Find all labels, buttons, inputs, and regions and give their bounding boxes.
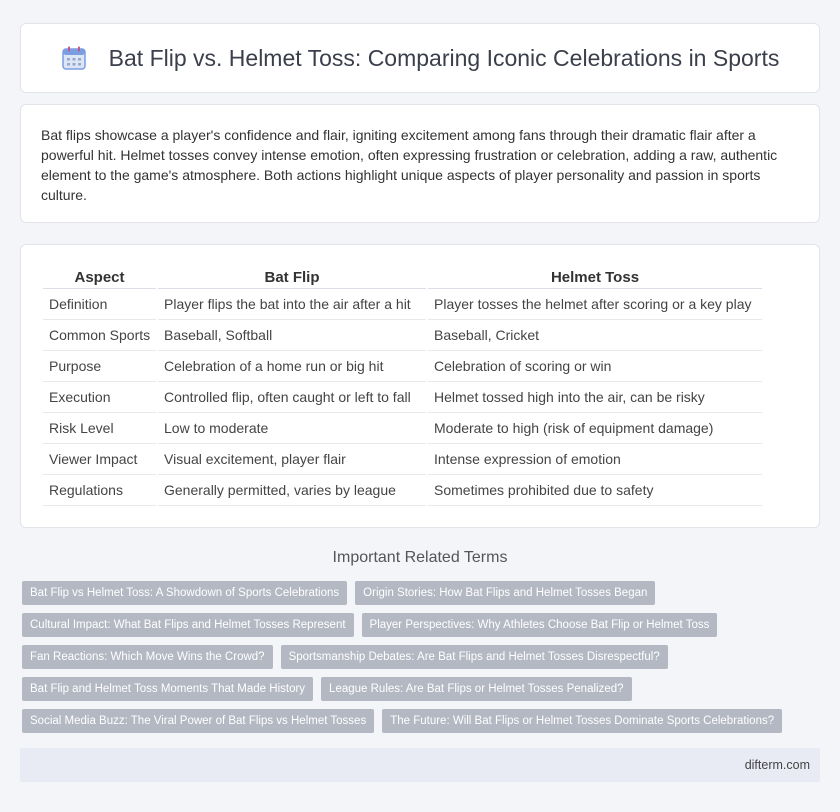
table-cell: Risk Level — [43, 413, 156, 444]
table-cell: Controlled flip, often caught or left to fall — [158, 382, 426, 413]
footer-brand[interactable]: difterm.com — [744, 758, 810, 772]
column-header-bat-flip: Bat Flip — [158, 267, 426, 289]
calendar-icon — [61, 45, 87, 71]
column-header-helmet-toss: Helmet Toss — [428, 267, 762, 289]
related-term-link[interactable]: Bat Flip vs Helmet Toss: A Showdown of Sports Celebrations — [22, 581, 347, 605]
table-cell: Visual excitement, player flair — [158, 444, 426, 475]
table-cell: Regulations — [43, 475, 156, 506]
table-cell: Viewer Impact — [43, 444, 156, 475]
table-cell: Generally permitted, varies by league — [158, 475, 426, 506]
table-row — [43, 413, 762, 444]
table-cell: Player flips the bat into the air after a hit — [158, 289, 426, 320]
table-row — [43, 320, 762, 351]
table-row — [43, 351, 762, 382]
related-term-link[interactable]: League Rules: Are Bat Flips or Helmet Tosses Penalized? — [321, 677, 631, 701]
table-cell: Baseball, Cricket — [428, 320, 762, 351]
column-header-aspect: Aspect — [43, 267, 156, 289]
table-header-row — [43, 267, 762, 289]
table-cell: Execution — [43, 382, 156, 413]
related-term-link[interactable]: The Future: Will Bat Flips or Helmet Tosses Dominate Sports Celebrations? — [382, 709, 782, 733]
related-term-link[interactable]: Cultural Impact: What Bat Flips and Helmet Tosses Represent — [22, 613, 354, 637]
table-cell: Moderate to high (risk of equipment damage) — [428, 413, 762, 444]
table-row — [43, 382, 762, 413]
footer — [20, 748, 820, 782]
related-term-link[interactable]: Social Media Buzz: The Viral Power of Bat Flips vs Helmet Tosses — [22, 709, 374, 733]
related-terms-list — [22, 581, 822, 741]
related-term-link[interactable]: Origin Stories: How Bat Flips and Helmet Tosses Began — [355, 581, 655, 605]
table-cell: Common Sports — [43, 320, 156, 351]
table-cell: Purpose — [43, 351, 156, 382]
related-term-link[interactable]: Bat Flip and Helmet Toss Moments That Made History — [22, 677, 313, 701]
related-term-link[interactable]: Sportsmanship Debates: Are Bat Flips and Helmet Tosses Disrespectful? — [281, 645, 668, 669]
table-cell: Definition — [43, 289, 156, 320]
table-cell: Baseball, Softball — [158, 320, 426, 351]
table-row — [43, 475, 762, 506]
page-title: Bat Flip vs. Helmet Toss: Comparing Iconic Celebrations in Sports — [108, 44, 780, 71]
related-term-link[interactable]: Fan Reactions: Which Move Wins the Crowd? — [22, 645, 273, 669]
table-cell: Player tosses the helmet after scoring or a key play — [428, 289, 762, 320]
table-cell: Sometimes prohibited due to safety — [428, 475, 762, 506]
table-cell: Intense expression of emotion — [428, 444, 762, 475]
intro-text: Bat flips showcase a player's confidence and flair, igniting excitement among fans through their dramatic flair after a powerful hit. Helmet tosses convey intense emotion, often expressing frustration or celebration, adding a raw, authentic element to the game's atmosphere. Both actions highlight unique aspects of player personality and passion in sports culture. — [41, 127, 778, 203]
table-cell: Celebration of a home run or big hit — [158, 351, 426, 382]
related-term-link[interactable]: Player Perspectives: Why Athletes Choose Bat Flip or Helmet Toss — [362, 613, 718, 637]
comparison-table — [41, 267, 764, 506]
table-row — [43, 444, 762, 475]
table-cell: Low to moderate — [158, 413, 426, 444]
header-card — [20, 23, 820, 93]
table-cell: Celebration of scoring or win — [428, 351, 762, 382]
intro-card — [20, 104, 820, 223]
comparison-table-card — [20, 244, 820, 528]
related-terms-title: Important Related Terms — [332, 549, 508, 566]
table-cell: Helmet tossed high into the air, can be risky — [428, 382, 762, 413]
table-row — [43, 289, 762, 320]
